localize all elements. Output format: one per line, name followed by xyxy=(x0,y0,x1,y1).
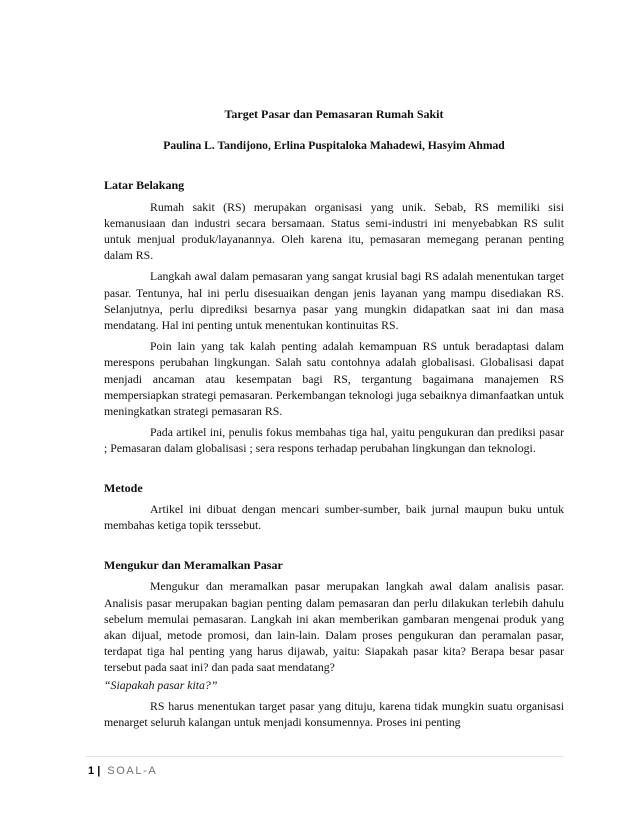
document-body xyxy=(104,106,564,730)
question-quote: “Siapakah pasar kita?” xyxy=(104,677,218,692)
document-authors: Paulina L. Tandijono, Erlina Puspitaloka Mahadewi, Hasyim Ahmad xyxy=(163,139,505,153)
page-number: 1 xyxy=(88,765,95,777)
page-footer xyxy=(88,764,157,778)
paragraph: Langkah awal dalam pemasaran yang sangat krusial bagi RS adalah menentukan target pasar. Tentunya, hal ini perlu disesuaikan dengan jenis layanan yang mampu disediakan RS. Selanjutnya, perlu diprediksi besarnya pasar yang mungkin didapatkan saat ini dan masa mendatang. Hal ini penting untuk menentukan kontinuitas RS. xyxy=(104,269,564,333)
section-heading-metode: Metode xyxy=(104,480,143,495)
paragraph: Mengukur dan meramalkan pasar merupakan langkah awal dalam analisis pasar. Analisis pasar merupakan bagian penting dalam pemasaran dan perlu dilakukan terlebih dahulu sebelum memulai pemasaran. Langkah ini akan memberikan gambaran mengenai produk yang akan dijual, metode promosi, dan lain-lain. Dalam proses pengukuran dan peramalan pasar, terdapat tiga hal penting yang harus dijawab, yaitu: Siapakah pasar kita? Berapa besar pasar tersebut pada saat ini? dan pada saat mendatang? xyxy=(104,579,564,675)
paragraph: RS harus menentukan target pasar yang dituju, karena tidak mungkin suatu organisasi menarget seluruh kalangan untuk menjadi konsumennya. Proses ini penting xyxy=(104,698,564,730)
section-heading-latar-belakang: Latar Belakang xyxy=(104,178,185,193)
footer-separator: | xyxy=(97,765,101,777)
footer-label: SOAL-A xyxy=(107,765,158,777)
document-title: Target Pasar dan Pemasaran Rumah Sakit xyxy=(224,107,444,121)
paragraph: Poin lain yang tak kalah penting adalah kemampuan RS untuk beradaptasi dalam merespons perubahan lingkungan. Salah satu contohnya adalah globalisasi. Globalisasi dapat menjadi ancaman atau kesempatan bagi RS, tergantung bagaimana manajemen RS mempersiapkan strategi pemasaran. Perkembangan teknologi juga sebaiknya dimanfaatkan untuk meningkatkan strategi pemasaran RS. xyxy=(104,339,564,419)
footer-divider xyxy=(86,756,564,757)
section-heading-mengukur: Mengukur dan Meramalkan Pasar xyxy=(104,558,283,573)
paragraph: Rumah sakit (RS) merupakan organisasi yang unik. Sebab, RS memiliki sisi kemanusiaan dan industri secara bersamaan. Status semi-industri ini menyebabkan RS sulit untuk menjual produk/layanannya. Oleh karena itu, pemasaran memegang peranan penting dalam RS. xyxy=(104,199,564,263)
paragraph: Pada artikel ini, penulis fokus membahas tiga hal, yaitu pengukuran dan prediksi pasar ; Pemasaran dalam globalisasi ; sera respons terhadap perubahan lingkungan dan teknologi. xyxy=(104,425,564,456)
paragraph: Artikel ini dibuat dengan mencari sumber-sumber, baik jurnal maupun buku untuk membahas ketiga topik terssebut. xyxy=(104,501,564,533)
